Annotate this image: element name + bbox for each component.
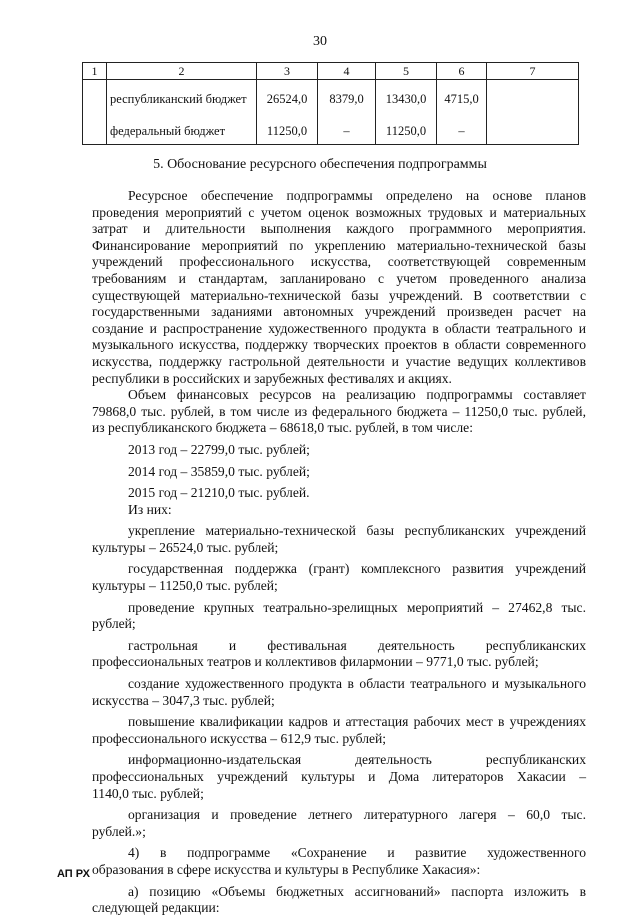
text-line: искусства – 3047,3 тыс. рублей; xyxy=(92,692,275,708)
text-line: 1140,0 тыс. рублей; xyxy=(92,785,204,801)
footer-code: АП РХ xyxy=(57,868,91,880)
table-cell xyxy=(83,80,107,119)
text-line: музыкального искусства, поддержку творческих проектов в области современного xyxy=(92,337,586,353)
text-line: организация и проведение летнего литературного лагеря – 60,0 тыс. xyxy=(128,807,586,823)
text-line: искусства, поддержку гастрольной деятельности и участие ведущих коллективов xyxy=(92,353,586,369)
text-line: 2014 год – 35859,0 тыс. рублей; xyxy=(128,463,310,479)
text-line: государственными заданиями автономных учреждений произведен расчет на xyxy=(92,304,586,320)
table-cell xyxy=(487,80,579,119)
table-header-cell: 6 xyxy=(437,63,487,80)
table-cell: – xyxy=(437,118,487,145)
table-header-cell: 2 xyxy=(107,63,257,80)
text-line: требованиям и стандартам, запланировано с учетом проведенного анализа xyxy=(92,270,586,286)
text-line: профессиональных учреждений культуры и Дома литераторов Хакасии – xyxy=(92,769,586,784)
table-row-label: федеральный бюджет xyxy=(107,118,257,145)
table-cell: 11250,0 xyxy=(257,118,318,145)
table-row xyxy=(83,80,579,119)
text-line: 2013 год – 22799,0 тыс. рублей; xyxy=(128,441,310,457)
table-cell: 4715,0 xyxy=(437,80,487,119)
text-line: затрат и длительности выполнения каждого программного мероприятия. xyxy=(92,221,586,237)
text-line: информационно-издательская деятельность республиканских xyxy=(128,752,586,768)
text-line: проведение крупных театрально-зрелищных мероприятий – 27462,8 тыс. xyxy=(128,599,586,615)
text-line: из республиканского бюджета – 68618,0 тыс. рублей, в том числе: xyxy=(92,420,473,436)
text-line: республики в российских и зарубежных фестивалях и акциях. xyxy=(92,370,452,386)
text-line: существующей материально-технической базы учреждений. В соответствии с xyxy=(92,287,586,303)
page-number: 30 xyxy=(313,34,327,49)
table-row-label: республиканский бюджет xyxy=(107,80,257,119)
table-header-cell: 7 xyxy=(487,63,579,80)
text-line: создание и распространение художественного продукта в области театрального и xyxy=(92,320,586,336)
text-line: образования в сфере искусства и культуры в Республике Хакасия»: xyxy=(92,861,481,877)
text-line: государственная поддержка (грант) комплексного развития учреждений xyxy=(128,561,586,577)
section-heading: 5. Обоснование ресурсного обеспечения подпрограммы xyxy=(153,157,487,172)
table-header-cell: 3 xyxy=(257,63,318,80)
table-cell xyxy=(487,118,579,145)
table-cell: – xyxy=(318,118,376,145)
text-line: 4) в подпрограмме «Сохранение и развитие художественного xyxy=(128,845,586,861)
table-header-cell: 4 xyxy=(318,63,376,80)
text-line: гастрольная и фестивальная деятельность республиканских xyxy=(128,637,586,653)
body-text xyxy=(92,188,586,917)
text-line: повышение квалификации кадров и аттестация рабочих мест в учреждениях xyxy=(128,714,586,730)
text-line: рублей.»; xyxy=(92,823,146,839)
text-line: культуры – 26524,0 тыс. рублей; xyxy=(92,539,279,555)
table-header-row xyxy=(83,63,579,80)
table-cell: 8379,0 xyxy=(318,80,376,119)
text-line: а) позицию «Объемы бюджетных ассигнований» паспорта изложить в xyxy=(128,883,586,899)
table-cell: 13430,0 xyxy=(376,80,437,119)
text-line: Объем финансовых ресурсов на реализацию подпрограммы составляет xyxy=(128,387,586,403)
text-line: 79868,0 тыс. рублей, в том числе из федерального бюджета – 11250,0 тыс. рублей, xyxy=(92,403,586,419)
text-line: Из них: xyxy=(128,501,172,517)
text-line: проведения мероприятий с учетом оценок возможных трудовых и материальных xyxy=(92,204,586,220)
text-line: профессионального искусства – 612,9 тыс. рублей; xyxy=(92,730,387,746)
text-line: следующей редакции: xyxy=(92,900,220,916)
text-line: учреждений профессионального искусства, соответствующей современным xyxy=(92,254,586,270)
text-line: рублей; xyxy=(92,616,136,632)
text-line: укрепление материально-технической базы республиканских учреждений xyxy=(128,523,586,539)
budget-table xyxy=(82,62,579,145)
text-line: Ресурсное обеспечение подпрограммы определено на основе планов xyxy=(128,188,586,203)
text-line: 2015 год – 21210,0 тыс. рублей. xyxy=(128,485,310,501)
table-header-cell: 1 xyxy=(83,63,107,80)
table-cell: 26524,0 xyxy=(257,80,318,119)
text-line: создание художественного продукта в области театрального и музыкального xyxy=(128,676,586,692)
table-row xyxy=(83,118,579,145)
table-cell xyxy=(83,118,107,145)
text-line: культуры – 11250,0 тыс. рублей; xyxy=(92,578,278,594)
table-cell: 11250,0 xyxy=(376,118,437,145)
text-line: Финансирование мероприятий по укреплению материально-технической базы xyxy=(92,237,586,253)
table-header-cell: 5 xyxy=(376,63,437,80)
text-line: профессиональных театров и коллективов филармонии – 9771,0 тыс. рублей; xyxy=(92,654,539,670)
